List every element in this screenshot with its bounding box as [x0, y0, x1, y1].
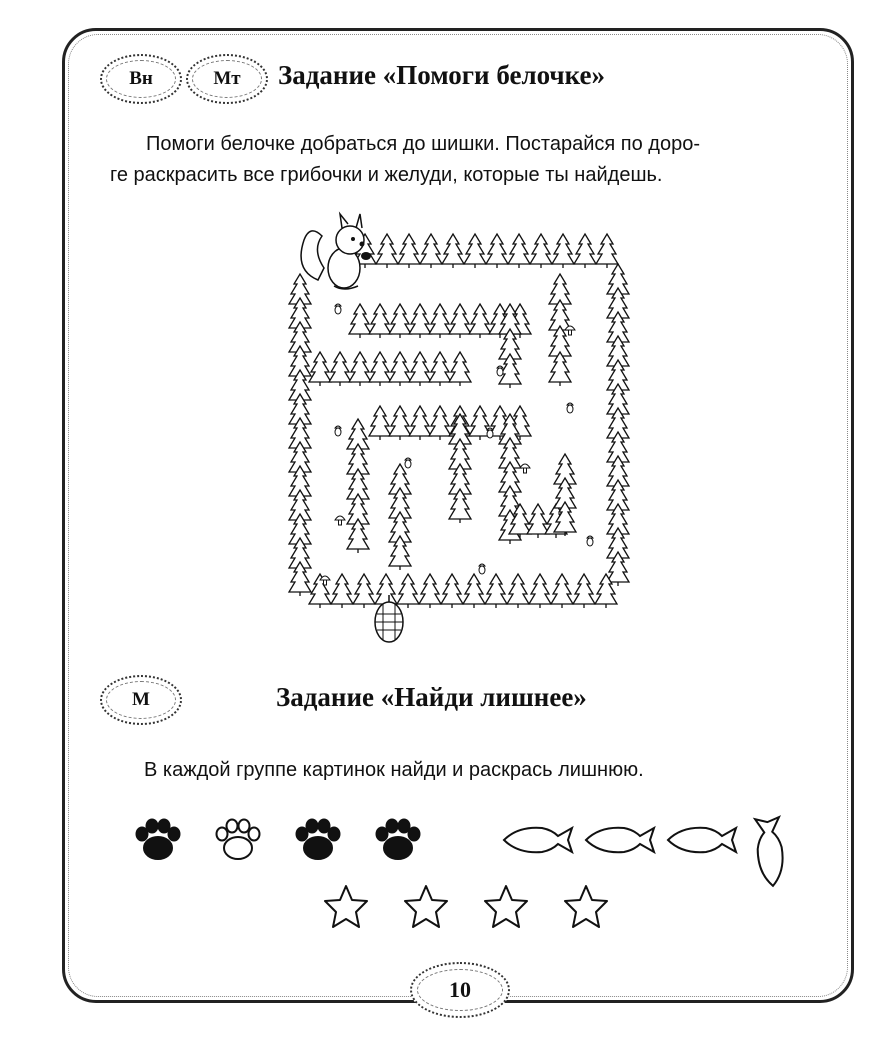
paw-print-outline-icon[interactable]: [217, 820, 260, 860]
star-icon[interactable]: [325, 886, 367, 927]
task2-text: В каждой группе картинок найди и раскрась лишнюю.: [144, 759, 644, 781]
odd-one-out-pictures: [120, 800, 820, 940]
badge-mt: Мт: [186, 54, 268, 104]
task1-text-line1: Помоги белочке добраться до шишки. Постарайся по доро-: [146, 133, 700, 155]
fish-icon[interactable]: [586, 828, 654, 853]
star-icon[interactable]: [405, 886, 447, 927]
page-number: 10: [410, 962, 510, 1018]
task1-title: Задание «Помоги белочке»: [278, 60, 606, 90]
fish-icon[interactable]: [668, 828, 736, 853]
forest-maze-illustration: [270, 200, 650, 650]
paw-print-filled-icon[interactable]: [377, 820, 420, 860]
fish-icon[interactable]: [755, 817, 785, 887]
fish-icon[interactable]: [504, 828, 572, 853]
star-icon[interactable]: [485, 886, 527, 927]
badge-m: М: [100, 675, 182, 725]
task1-text: [110, 129, 830, 191]
task2-title: Задание «Найди лишнее»: [276, 682, 587, 712]
paw-print-filled-icon[interactable]: [137, 820, 180, 860]
badge-vn: Вн: [100, 54, 182, 104]
task1-text-line2: ге раскрасить все грибочки и желуди, которые ты найдешь.: [110, 164, 663, 186]
paw-print-filled-icon[interactable]: [297, 820, 340, 860]
star-icon[interactable]: [565, 886, 607, 927]
